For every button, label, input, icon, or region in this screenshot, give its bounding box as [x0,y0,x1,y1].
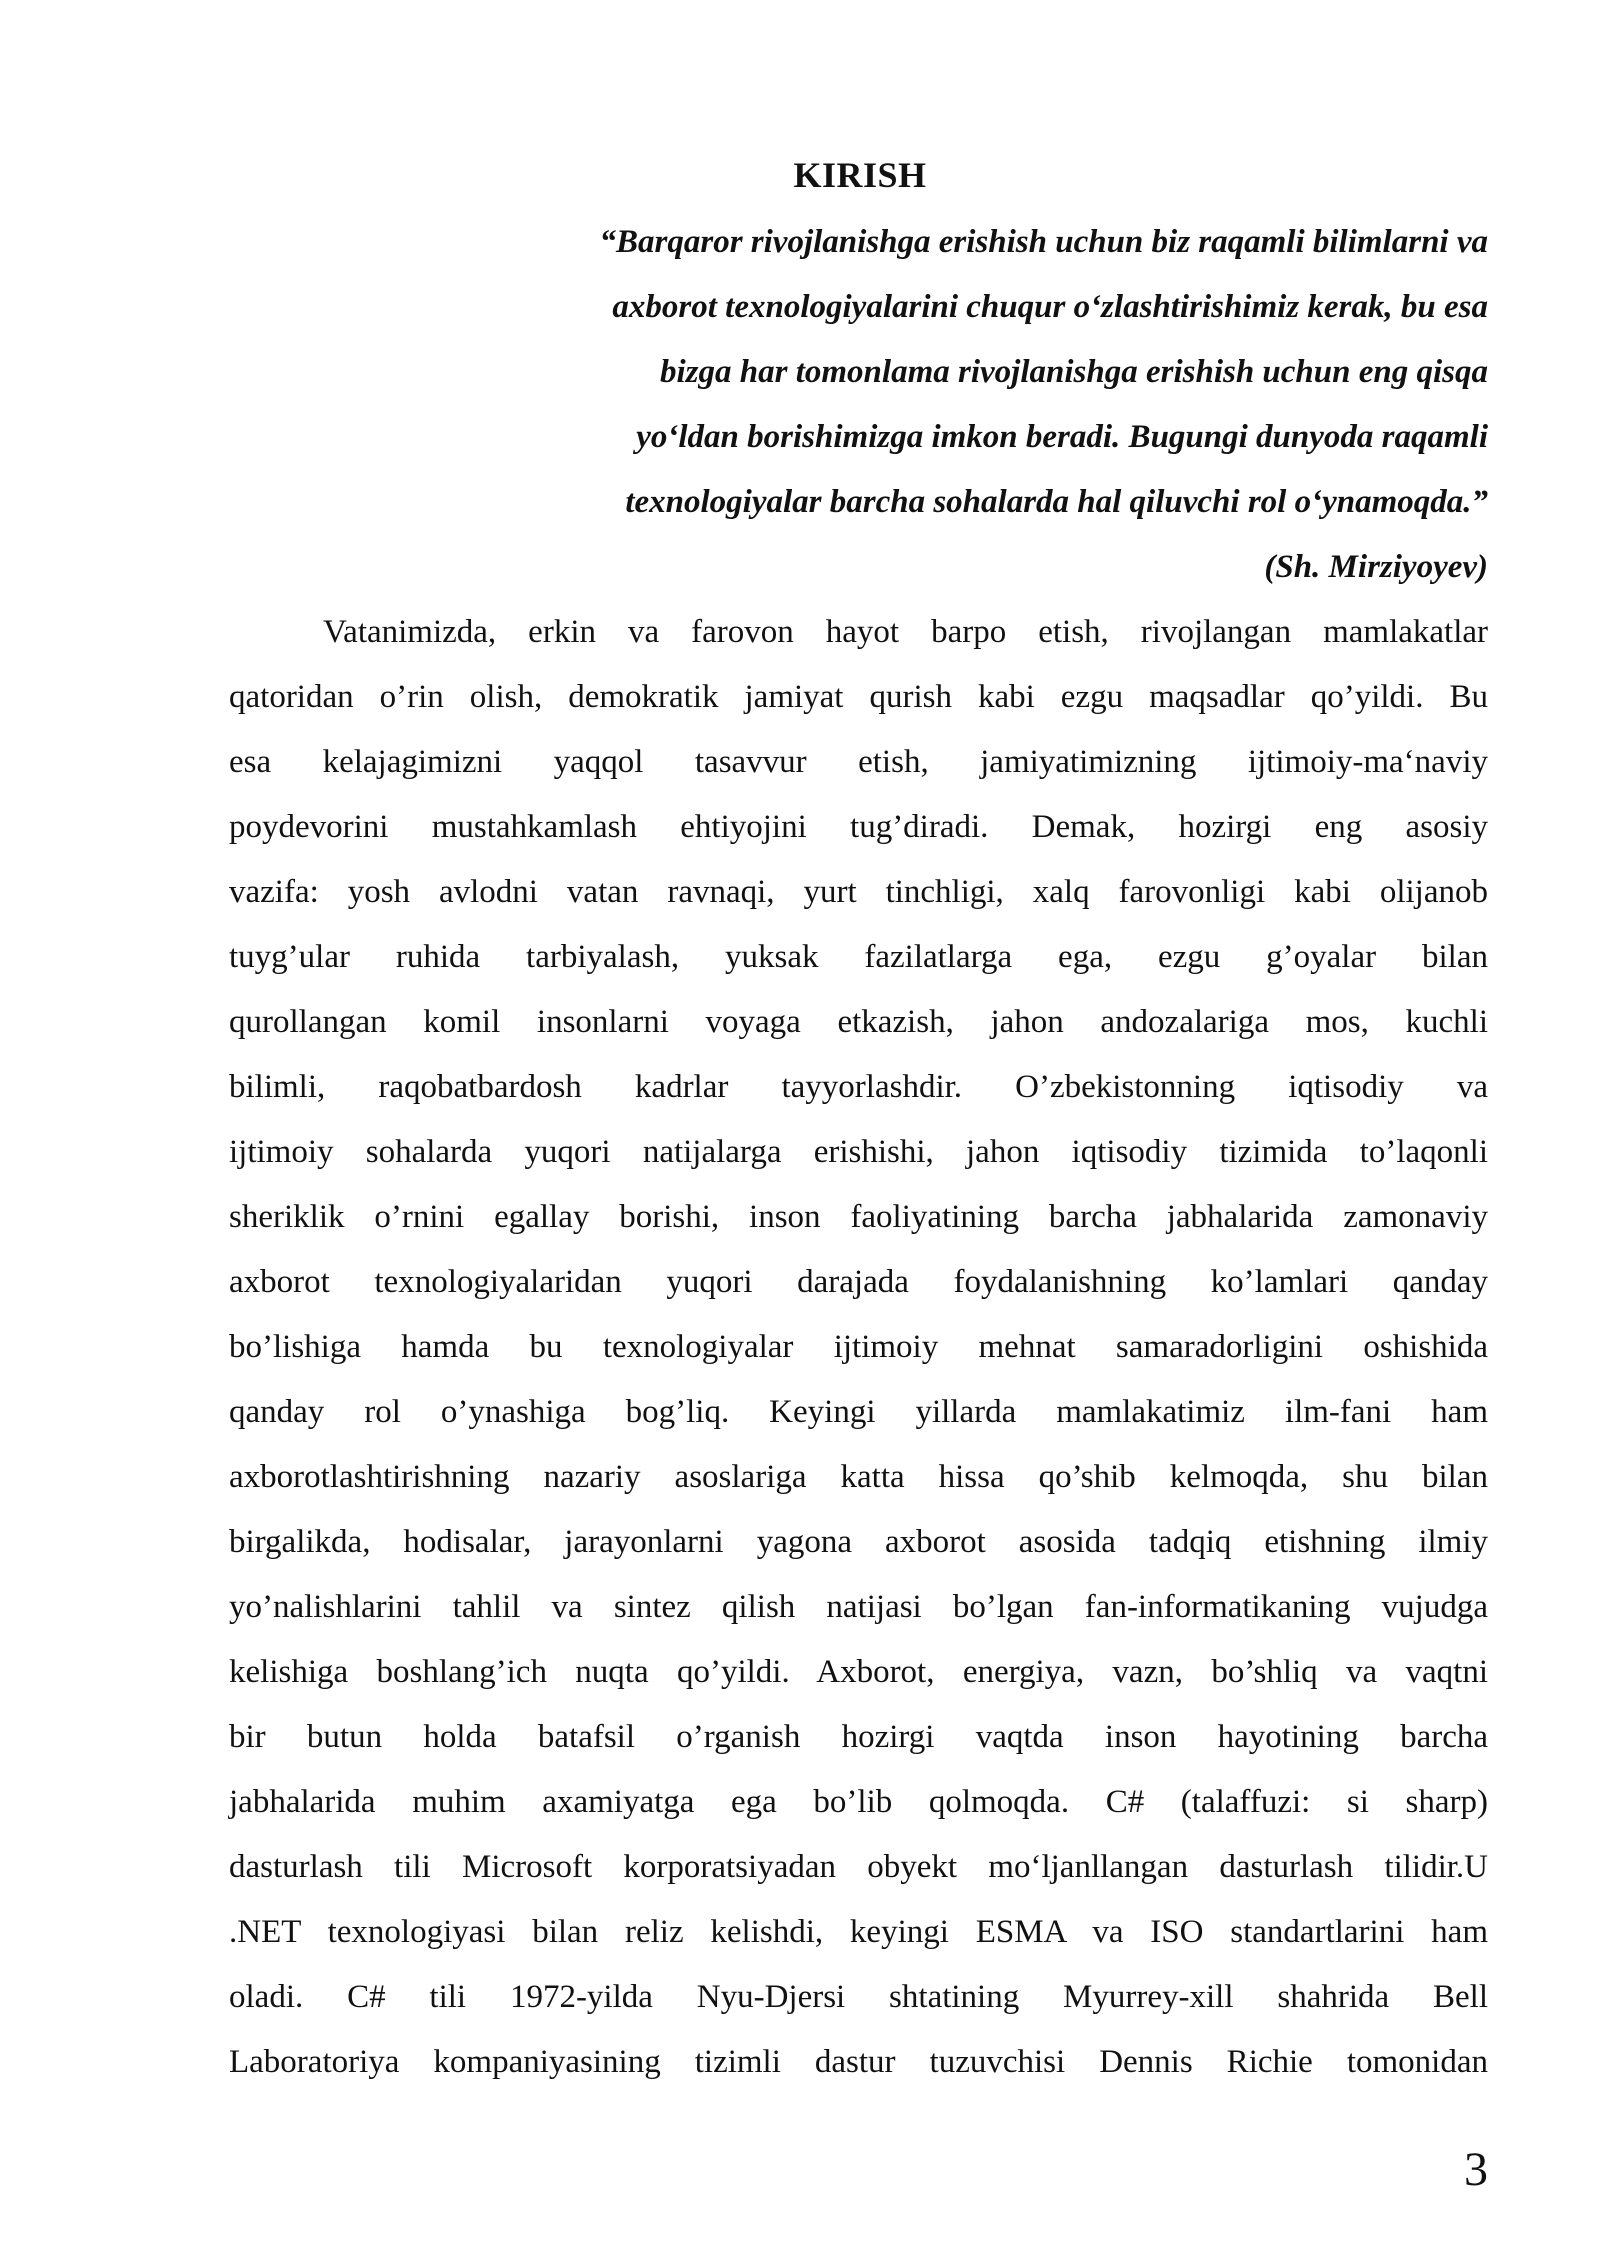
paragraph-line: poydevorini mustahkamlash ehtiyojini tug’diradi. Demak, hozirgi eng asosiy [229,809,1488,845]
paragraph-line: axborotlashtirishning nazariy asoslariga katta hissa qo’shib kelmoqda, shu bilan [229,1459,1488,1495]
paragraph-line: axborot texnologiyalaridan yuqori darajada foydalanishning ko’lamlari qanday [229,1264,1488,1300]
epigraph-quote [450,210,1488,535]
epigraph-line: axborot texnologiyalarini chuqur o‘zlashtirishimiz kerak, bu esa [612,289,1488,325]
paragraph-line: sheriklik o’rnini egallay borishi, inson faoliyatining barcha jabhalarida zamonaviy [229,1199,1488,1235]
paragraph-line: tuyg’ular ruhida tarbiyalash, yuksak fazilatlarga ega, ezgu g’oyalar bilan [229,939,1488,975]
paragraph-line: Vatanimizda, erkin va farovon hayot barpo etish, rivojlangan mamlakatlar [323,614,1488,650]
paragraph-line: kelishiga boshlang’ich nuqta qo’yildi. Axborot, energiya, vazn, bo’shliq va vaqtni [229,1654,1488,1690]
epigraph-line: “Barqaror rivojlanishga erishish uchun biz raqamli bilimlarni va [599,224,1488,260]
paragraph-line: birgalikda, hodisalar, jarayonlarni yagona axborot asosida tadqiq etishning ilmiy [229,1524,1488,1560]
paragraph-line: dasturlash tili Microsoft korporatsiyadan obyekt mo‘ljanllangan dasturlash tilidir.U [229,1849,1488,1885]
epigraph-author: (Sh. Mirziyoyev) [1264,549,1488,585]
paragraph-line: yo’nalishlarini tahlil va sintez qilish natijasi bo’lgan fan-informatikaning vujudga [229,1589,1488,1625]
paragraph-line: bilimli, raqobatbardosh kadrlar tayyorlashdir. O’zbekistonning iqtisodiy va [229,1069,1488,1105]
section-heading: KIRISH [793,155,927,195]
paragraph-line: ijtimoiy sohalarda yuqori natijalarga erishishi, jahon iqtisodiy tizimida to’laqonli [229,1134,1488,1170]
paragraph-line: bo’lishiga hamda bu texnologiyalar ijtimoiy mehnat samaradorligini oshishida [229,1329,1488,1365]
epigraph-line: yo‘ldan borishimizga imkon beradi. Bugungi dunyoda raqamli [636,419,1488,455]
paragraph-line: oladi. C# tili 1972-yilda Nyu-Djersi shtatining Myurrey-xill shahrida Bell [229,1979,1488,2015]
page-number: 3 [1464,2143,1488,2196]
paragraph-line: esa kelajagimizni yaqqol tasavvur etish, jamiyatimizning ijtimoiy-ma‘naviy [229,744,1488,780]
epigraph-line: bizga har tomonlama rivojlanishga erishish uchun eng qisqa [660,354,1488,390]
paragraph-line: qurollangan komil insonlarni voyaga etkazish, jahon andozalariga mos, kuchli [229,1004,1488,1040]
body-paragraph [229,600,1488,2095]
paragraph-line: .NET texnologiyasi bilan reliz kelishdi, keyingi ESMA va ISO standartlarini ham [229,1914,1488,1950]
paragraph-line: bir butun holda batafsil o’rganish hozirgi vaqtda inson hayotining barcha [229,1719,1488,1755]
epigraph-line: texnologiyalar barcha sohalarda hal qiluvchi rol o‘ynamoqda.” [625,484,1488,520]
paragraph-line: qatoridan o’rin olish, demokratik jamiyat qurish kabi ezgu maqsadlar qo’yildi. Bu [229,679,1488,715]
paragraph-line: Laboratoriya kompaniyasining tizimli dastur tuzuvchisi Dennis Richie tomonidan [229,2044,1488,2080]
paragraph-line: jabhalarida muhim axamiyatga ega bo’lib qolmoqda. C# (talaffuzi: si sharp) [229,1784,1488,1820]
paragraph-line: vazifa: yosh avlodni vatan ravnaqi, yurt tinchligi, xalq farovonligi kabi olijanob [229,874,1488,910]
paragraph-line: qanday rol o’ynashiga bog’liq. Keyingi yillarda mamlakatimiz ilm-fani ham [229,1394,1488,1430]
